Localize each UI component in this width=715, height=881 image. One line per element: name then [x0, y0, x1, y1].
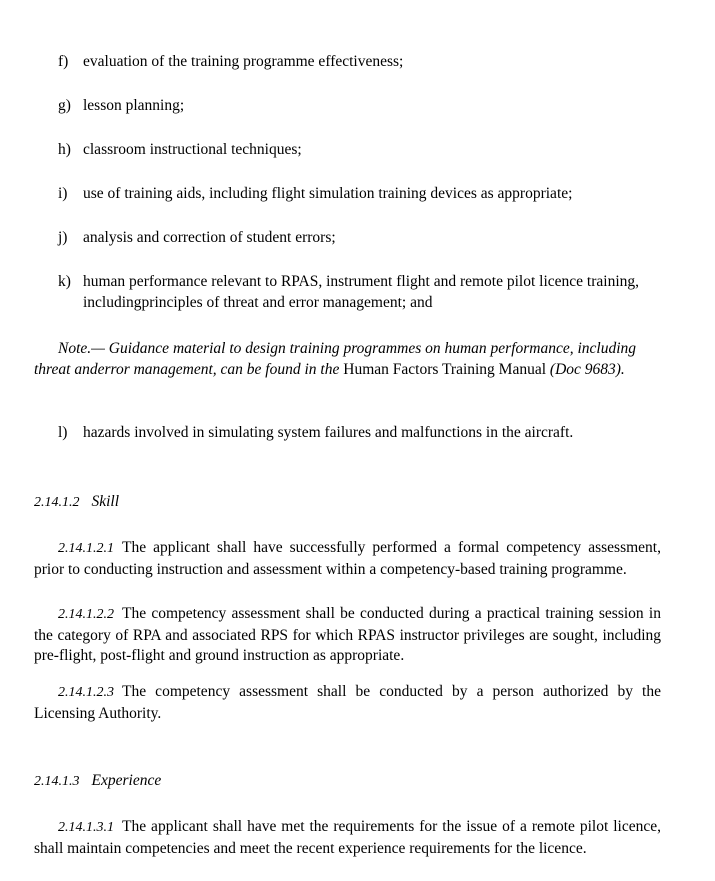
list-label: i)	[58, 185, 68, 202]
section-number: 2.14.1.3	[34, 774, 80, 789]
guidance-note	[34, 339, 661, 380]
list-text: lesson planning;	[83, 97, 185, 114]
list-text: evaluation of the training programme effectiveness;	[83, 53, 404, 70]
section-heading-experience	[34, 771, 161, 793]
paragraph-2-14-1-2-2	[34, 604, 661, 667]
section-heading-skill	[34, 492, 119, 514]
paragraph-number: 2.14.1.2.2	[58, 607, 114, 622]
paragraph-text: The competency assessment shall be conducted during a practical training session in the category of RPA and associated RPS for which RPAS instructor privileges are sought, including pre-flight, post-flight and ground instruction as appropriate.	[34, 605, 661, 664]
list-label: l)	[58, 424, 68, 441]
paragraph-2-14-1-3-1	[34, 817, 661, 859]
list-item-i	[58, 184, 663, 205]
list-label: f)	[58, 53, 69, 70]
list-label: g)	[58, 97, 71, 114]
paragraph-2-14-1-2-1	[34, 538, 661, 580]
manual-title: Human Factors Training Manual	[343, 360, 547, 378]
paragraph-text: The applicant shall have met the requirements for the issue of a remote pilot licence, shall maintain competencies and meet the recent experience requirements for the licence.	[34, 818, 661, 857]
list-item-g	[58, 96, 663, 117]
doc-reference: (Doc 9683).	[546, 360, 625, 378]
list-item-j	[58, 228, 663, 249]
list-text: analysis and correction of student errors;	[83, 229, 336, 246]
list-item-f	[58, 52, 663, 73]
section-title: Skill	[91, 493, 120, 510]
list-text: classroom instructional techniques;	[83, 141, 302, 158]
list-item-k	[58, 272, 663, 313]
paragraph-number: 2.14.1.3.1	[58, 820, 114, 835]
list-item-l	[58, 423, 663, 444]
section-number: 2.14.1.2	[34, 495, 80, 510]
paragraph-2-14-1-2-3	[34, 682, 661, 724]
paragraph-number: 2.14.1.2.1	[58, 541, 114, 556]
note-text: Note.— Guidance material to design training programmes on human performance, including threat anderror management, can be found in the	[34, 340, 637, 378]
list-item-h	[58, 140, 663, 161]
list-text: use of training aids, including flight simulation training devices as appropriate;	[83, 185, 573, 202]
paragraph-text: The competency assessment shall be conducted by a person authorized by the Licensing Authority.	[34, 683, 661, 722]
list-label: j)	[58, 229, 68, 246]
paragraph-text: The applicant shall have successfully performed a formal competency assessment, prior to conducting instruction and assessment within a competency-based training programme.	[34, 539, 661, 578]
list-label: h)	[58, 141, 71, 158]
list-label: k)	[58, 273, 71, 290]
list-text: hazards involved in simulating system failures and malfunctions in the aircraft.	[83, 424, 574, 441]
list-text: human performance relevant to RPAS, instrument flight and remote pilot licence training, includingprinciples of threat and error management; and	[83, 273, 639, 311]
section-title: Experience	[91, 772, 162, 789]
paragraph-number: 2.14.1.2.3	[58, 685, 114, 700]
